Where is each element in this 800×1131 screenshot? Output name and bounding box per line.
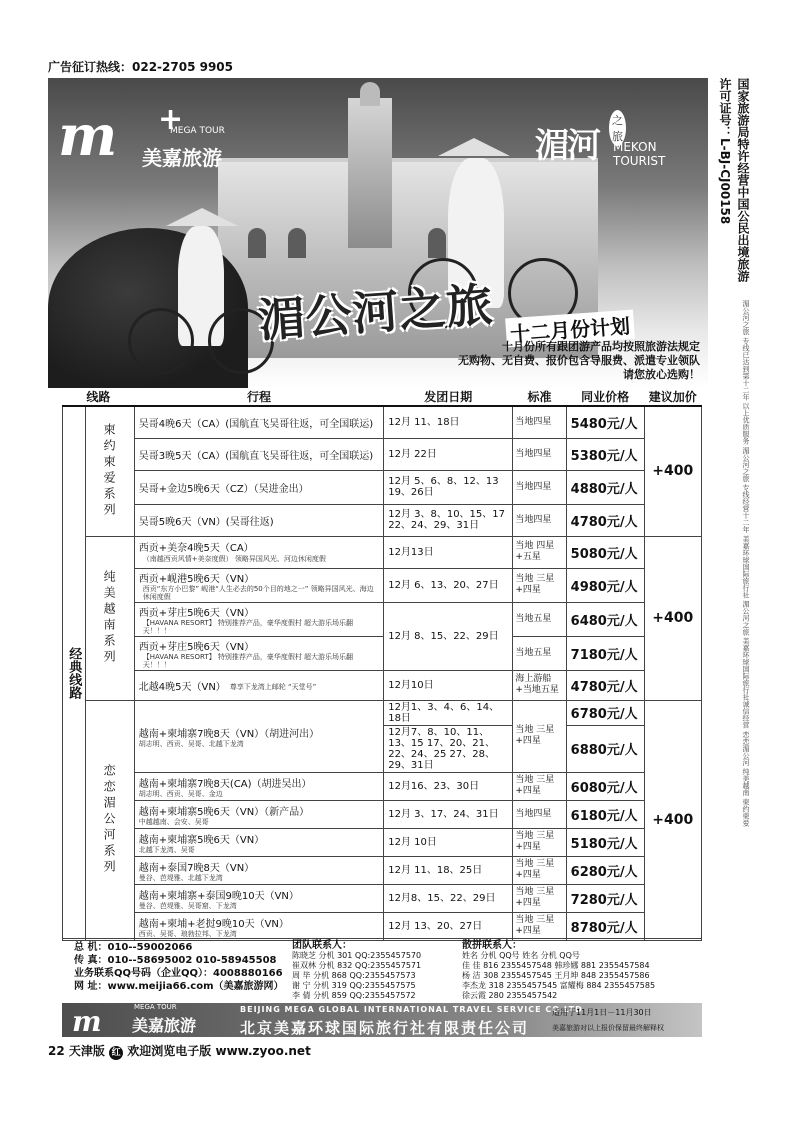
series-label: 恋恋湄公河系列 [85,700,134,940]
disclaimer: 美嘉旅游对以上报价保留最终解释权 [552,1024,664,1032]
header-addon: 建议加价 [644,388,701,406]
route-name: 越南+柬埔寨5晚6天（VN） [138,834,265,846]
page-number: 22 [48,1044,65,1058]
sub-title: 十二月份计划 [505,310,635,348]
dates-cell: 12月 8、15、22、29日 [384,602,513,670]
route-name: 北越4晚5天（VN） [138,681,226,693]
contact-entry: 陈晓芝 分机 301 QQ:2355457570 [292,951,422,960]
website-line: 网 址：www.meijia66.com（美嘉旅游网） [74,981,284,992]
price-cell: 6180元/人 [566,800,644,828]
table-row [63,700,702,725]
price-cell: 6880元/人 [566,725,644,772]
route-name: 西贡+芽庄5晚6天（VN） [138,607,255,619]
page-footer [48,1042,311,1060]
route-name: 吴哥3晚5天（CA）(国航直飞吴哥往返，可全国联运) [138,450,374,462]
standard-cell: 当地五星 [513,602,566,636]
company-name-cn: 北京美嘉环球国际旅行社有限责任公司 [240,1019,530,1037]
addon-cell: +400 [644,700,701,940]
conical-hat [438,138,510,156]
footer-logo-en: MEGA TOUR [134,1003,177,1011]
contact-footer [62,938,702,1036]
contact-entry: 李杰龙 318 2355457545 富耀梅 884 2355457585 [462,981,656,990]
dates-cell: 12月1、3、4、6、14、18日 [384,700,513,725]
dates-cell: 12月10日 [384,670,513,700]
standard-cell: 当地 三星+四星 [513,568,566,602]
group-contacts [292,941,452,1001]
table-row [63,602,702,636]
table-row [63,670,702,700]
header-standard: 标准 [513,388,566,406]
price-cell: 6480元/人 [566,602,644,636]
contact-entry: 谢 宁 分机 319 QQ:2355457575 [292,981,416,990]
mekon-badge: 之旅 [609,110,626,146]
contact-entry: 杨 洁 308 2355457545 王月坤 848 2355457586 [462,971,650,980]
route-name: 西贡+岘港5晚6天（VN） [138,573,255,585]
route-name: 越南+泰国7晚8天（VN） [138,862,255,874]
header-itinerary: 行程 [134,388,383,406]
route-name: 西贡+芽庄5晚6天（VN） [138,641,255,653]
price-cell: 4980元/人 [566,568,644,602]
mekon-logo [535,114,666,168]
standard-cell: 当地 三星+四星 [513,856,566,884]
table-header [63,388,702,406]
standard-cell: 当地四星 [513,470,566,504]
bicycle-wheel [128,308,194,374]
mekon-cn: 湄河 [535,126,599,166]
notice-line: 请您放心选购！ [623,368,700,381]
route-sub: 北越下龙湾、吴哥 [138,845,195,854]
route-name: 吴哥5晚6天（VN）(吴哥往返) [138,516,274,528]
route-sub: 曼谷、芭堤雅、北越下龙湾 [138,873,223,882]
region-label: 经典线路 [63,406,86,940]
standard-cell: 当地 三星+四星 [513,700,566,772]
route-note: （南越西贡风情+美奈度假） 领略异国风光、河边休闲度假 [142,555,326,563]
price-cell: 4780元/人 [566,670,644,700]
mekon-en: MEKON TOURIST [613,140,666,168]
route-name: 吴哥4晚6天（CA）(国航直飞吴哥往返，可全国联运) [138,418,374,430]
table-row [63,800,702,828]
logo-cn: 美嘉旅游 [142,146,222,170]
license-text: 国家旅游局特许经营中国公民出境旅游 许可证号：L-BJ-CJ00158 [718,78,750,282]
contact-entry: 姓名 分机 QQ号 姓名 分机 QQ号 [462,951,580,960]
standard-cell: 当地四星 [513,800,566,828]
standard-cell: 当地四星 [513,504,566,536]
dates-cell: 12月7、8、10、11、13、15 17、20、21、22、24、25 27、28、29、31日 [384,725,513,772]
window [428,228,446,258]
table-row [63,772,702,800]
qq-line: 业务联系QQ号码（企业QQ）：4008880166 [74,968,283,979]
price-cell: 6780元/人 [566,700,644,725]
dates-cell: 12月 11、18日 [384,406,513,438]
price-cell: 5380元/人 [566,438,644,470]
conical-hat [166,208,238,226]
standard-cell: 当地五星 [513,636,566,670]
logo-en: MEGA TOUR [170,126,225,136]
price-cell: 5180元/人 [566,828,644,856]
series-label: 纯美越南系列 [85,536,134,700]
side-promo-text [712,300,750,1040]
group-head: 团队联系人： [292,940,352,951]
phone-line: 总 机：010--59002066 [74,942,193,953]
table-row [63,884,702,912]
price-cell: 4780元/人 [566,504,644,536]
addon-cell: +400 [644,536,701,700]
dates-cell: 12月 6、13、20、27日 [384,568,513,602]
company-contacts [74,941,294,993]
validity-period: 适用于11月1日－11月30日 [552,1008,652,1017]
contact-entry: 徐云霞 280 2355457542 [462,991,558,1000]
table-row [63,828,702,856]
standard-cell: 当地 四星+五星 [513,536,566,568]
route-sub: 西贡、吴哥、琅勃拉邦、下龙湾 [138,929,237,938]
clock-tower [348,98,392,248]
route-note: 【HAVANA RESORT】 特别推荐产品，豪华度假村 超大游乐场乐翻天！！！ [142,618,354,635]
header-route: 线路 [63,388,135,406]
dates-cell: 12月16、23、30日 [384,772,513,800]
footer-url[interactable]: www.zyoo.net [215,1044,311,1058]
dates-cell: 12月 3、17、24、31日 [384,800,513,828]
logo-mark: m [58,103,116,169]
notice-line: 十月份所有跟团游产品均按照旅游法规定 [502,340,700,353]
price-cell: 7280元/人 [566,884,644,912]
table-row [63,912,702,940]
header-dates: 发团日期 [384,388,513,406]
route-sub: 中越越南、会安、吴哥 [138,817,209,826]
price-cell: 5080元/人 [566,536,644,568]
standard-cell: 海上游船 +当地五星 [513,670,566,700]
standard-cell: 当地 三星+四星 [513,912,566,940]
footer-logo-cn: 美嘉旅游 [132,1016,197,1035]
individual-contacts [462,941,702,1001]
table-row [63,636,702,670]
contact-entry: 周 毕 分机 868 QQ:2355457573 [292,971,416,980]
fax-line: 传 真：010--58695002 010-58945508 [74,955,277,966]
table-row [63,470,702,504]
company-bar [62,1003,702,1037]
price-cell: 6080元/人 [566,772,644,800]
policy-notice [420,340,700,382]
window [288,228,306,258]
dates-cell: 12月 5、6、8、12、13 19、26日 [384,470,513,504]
standard-cell: 当地 三星+四星 [513,772,566,800]
table-row [63,406,702,438]
sk-head: 散拼联系人： [462,940,522,951]
contact-entry: 李 倩 分机 859 QQ:2355457572 [292,991,416,1000]
header-price: 同业价格 [566,388,644,406]
contact-entry: 佳 佳 816 2355457548 韩珍娜 881 2355457584 [462,961,650,970]
route-name: 越南+柬埔寨+泰国9晚10天（VN） [138,890,299,902]
notice-line: 无购物、无自费、报价包含导服费、派遣专业领队 [458,354,700,367]
standard-cell: 当地四星 [513,438,566,470]
standard-cell: 当地 三星+四星 [513,828,566,856]
dates-cell: 12月8、15、22、29日 [384,884,513,912]
route-sub: 胡志明、西贡、吴哥、北越下龙湾 [138,739,244,748]
route-name: 西贡+美奈4晚5天（CA） [138,543,254,554]
ad-hotline: 广告征订热线：022-2705 9905 [48,60,234,74]
standard-cell: 当地 三星+四星 [513,884,566,912]
contact-entry: 崔双林 分机 832 QQ:2355457571 [292,961,422,970]
route-name: 越南+柬埔寨7晚8天(CA)（胡进吴出） [138,778,312,790]
price-cell: 5480元/人 [566,406,644,438]
logo-plus: + [158,102,184,137]
table-row [63,856,702,884]
dates-cell: 12月 11、18、25日 [384,856,513,884]
itinerary-table [62,388,702,941]
table-row [63,438,702,470]
dates-cell: 12月13日 [384,536,513,568]
route-name: 越南+柬埔寨5晚6天（VN）（新产品） [138,806,310,818]
route-sub: 胡志明、西贡、吴哥、金边 [138,789,223,798]
edition-badge-icon: 红 [109,1046,123,1060]
route-name: 吴哥+金边5晚6天（CZ）（吴进金出） [138,483,309,495]
footer-text: 欢迎浏览电子版 [127,1044,212,1058]
route-name: 越南+柬埔寨7晚8天（VN）（胡进河出） [138,728,320,740]
dates-cell: 12月 3、8、10、15、17 22、24、29、31日 [384,504,513,536]
main-title: 湄公河之旅 [256,277,496,348]
price-cell: 6280元/人 [566,856,644,884]
price-cell: 4880元/人 [566,470,644,504]
window [248,228,266,258]
mega-tour-logo [58,102,225,170]
route-note: 尊享下龙湾上邮轮 “天堂号” [229,682,317,691]
footer-logo-mark: m [72,1005,102,1038]
side-text: 湄公河之旅 专线已达到第十二年 以上优质服务 湄公河之旅 专线经营十二年 美嘉环球国际旅行社 湄公河之旅 美嘉环球国际旅行社诚信经营 恋恋湄公河 纯美越南 柬约柬爱 [742,300,750,827]
standard-cell: 当地四星 [513,406,566,438]
route-name: 越南+柬埔+老挝9晚10天（VN） [138,918,289,930]
company-name-en: BEIJING MEGA GLOBAL INTERNATIONAL TRAVEL SERVICE CO.LTD [240,1005,583,1014]
dates-cell: 12月 22日 [384,438,513,470]
dates-cell: 12月 13、20、27日 [384,912,513,940]
addon-cell: +400 [644,406,701,536]
route-note: 西贡“东方小巴黎” 岘港“人生必去的50个目的地之一” 领略异国风光、海边休闲度假 [142,584,374,601]
dates-cell: 12月 10日 [384,828,513,856]
edition-label: 天津版 [68,1044,105,1058]
table-row [63,504,702,536]
table-row [63,568,702,602]
series-label: 柬约柬爱系列 [85,406,134,536]
route-note: 【HAVANA RESORT】 特别推荐产品，豪华度假村 超大游乐场乐翻天！！！ [142,652,354,669]
price-cell: 8780元/人 [566,912,644,940]
table-row [63,536,702,568]
tower-dome [360,82,380,106]
route-sub: 曼谷、芭堤雅、吴哥窟、下龙湾 [138,901,237,910]
price-cell: 7180元/人 [566,636,644,670]
